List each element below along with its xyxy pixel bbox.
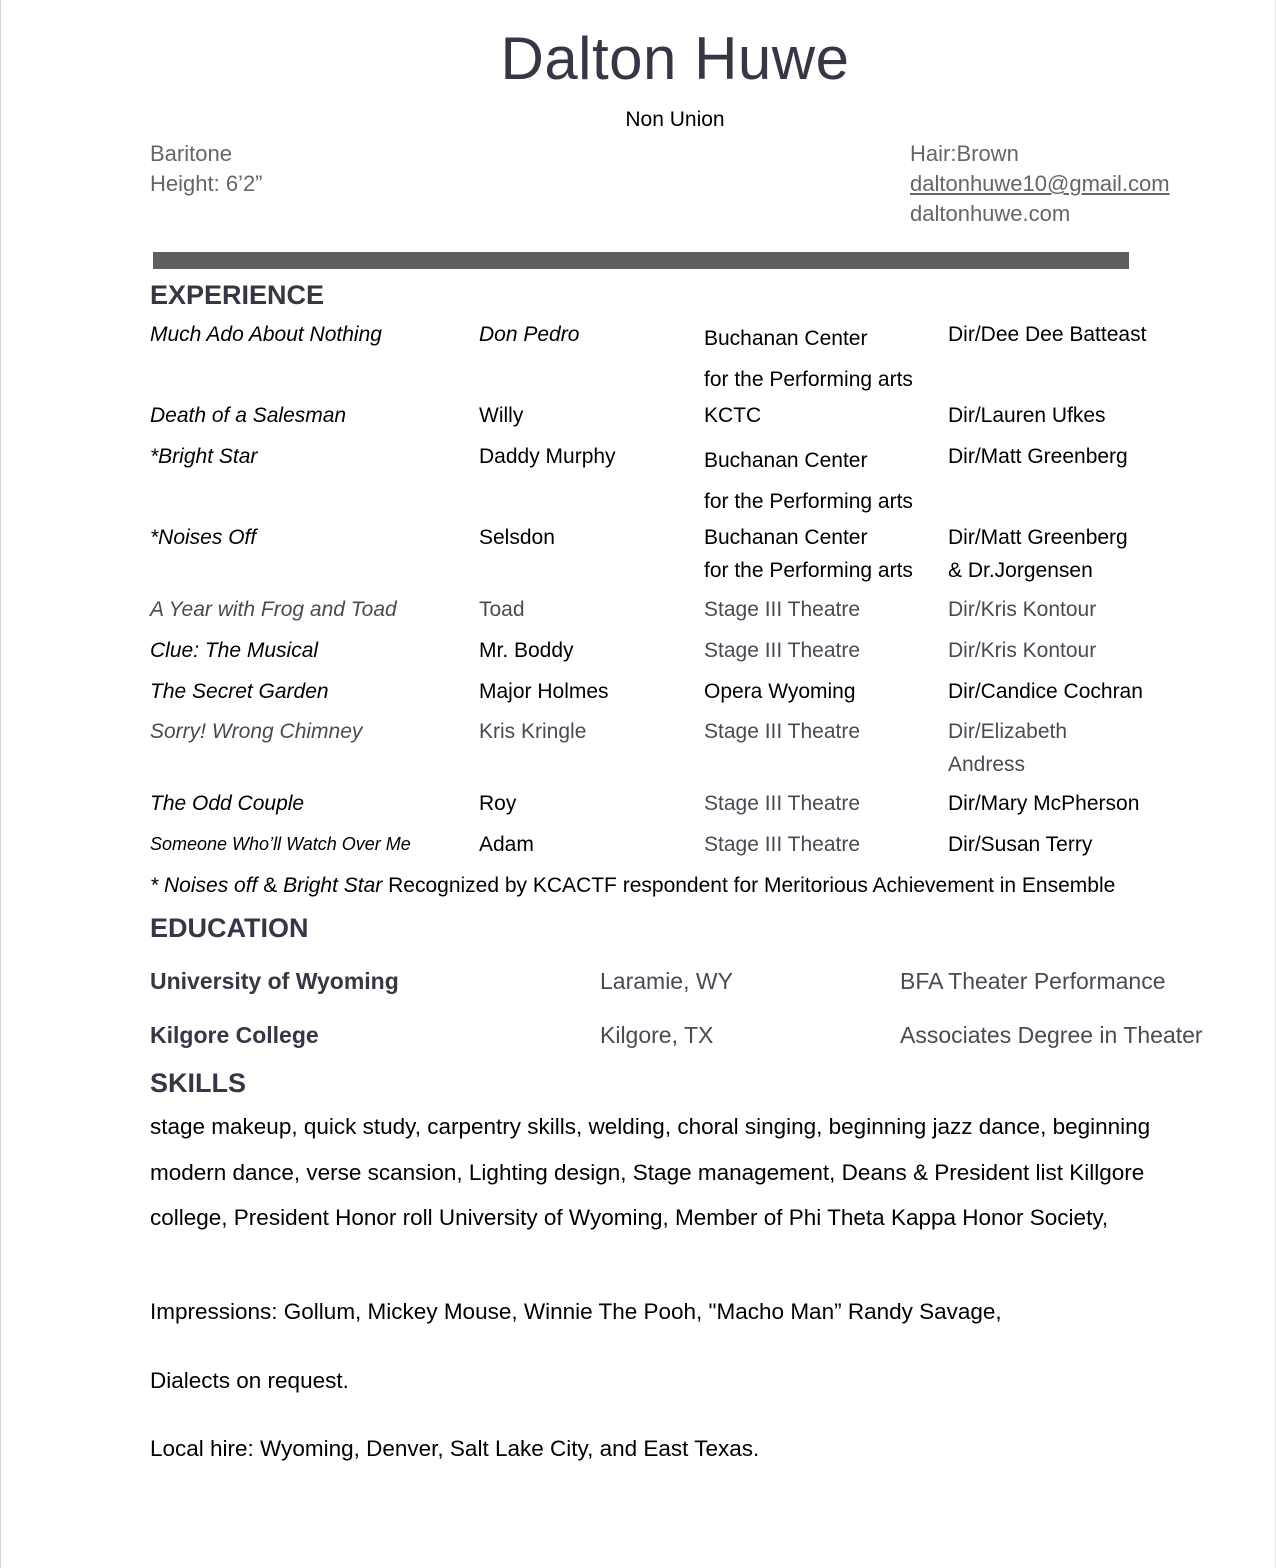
credit-role: Daddy Murphy bbox=[479, 445, 616, 468]
credit-role: Kris Kringle bbox=[479, 720, 587, 743]
education-school: University of Wyoming bbox=[150, 968, 399, 994]
stats-left bbox=[150, 139, 263, 199]
credit-venue: Stage III Theatre bbox=[704, 598, 861, 621]
credit-show: Clue: The Musical bbox=[150, 639, 319, 662]
credit-show: *Noises Off bbox=[150, 526, 257, 549]
header-divider bbox=[153, 252, 1129, 269]
education-heading: EDUCATION bbox=[150, 913, 309, 943]
credit-venue: Stage III Theatre bbox=[704, 833, 861, 856]
education-school: Kilgore College bbox=[150, 1022, 319, 1048]
credit-venue: Stage III Theatre bbox=[704, 639, 861, 662]
credit-venue: Opera Wyoming bbox=[704, 680, 856, 703]
education-location: Kilgore, TX bbox=[600, 1022, 714, 1048]
actor-name: Dalton Huwe bbox=[500, 25, 850, 92]
credit-director: Dir/Mary McPherson bbox=[948, 792, 1140, 815]
credit-director: Dir/Dee Dee Batteast bbox=[948, 323, 1147, 346]
page-edge bbox=[0, 0, 1, 1568]
credit-venue: Buchanan Center for the Performing arts bbox=[704, 449, 913, 513]
credit-director: Dir/Elizabeth Andress bbox=[948, 720, 1068, 776]
credit-venue: Stage III Theatre bbox=[704, 792, 861, 815]
height: Height: 6’2” bbox=[150, 171, 263, 196]
local-hire: Local hire: Wyoming, Denver, Salt Lake City, and East Texas. bbox=[150, 1436, 760, 1461]
education-degree: Associates Degree in Theater bbox=[900, 1022, 1203, 1048]
credit-show: A Year with Frog and Toad bbox=[150, 598, 397, 621]
credit-director: Dir/Candice Cochran bbox=[948, 680, 1143, 703]
credit-director: Dir/Kris Kontour bbox=[948, 639, 1097, 662]
experience-note: * Noises off & Bright Star Recognized by KCACTF respondent for Meritorious Achievement in Ensemble bbox=[150, 874, 1116, 897]
credit-show: Sorry! Wrong Chimney bbox=[150, 720, 363, 743]
credit-role: Selsdon bbox=[479, 526, 555, 549]
website: daltonhuwe.com bbox=[910, 201, 1071, 226]
credit-venue: KCTC bbox=[704, 404, 762, 427]
credit-venue: Buchanan Center for the Performing arts bbox=[704, 526, 913, 582]
experience-heading: EXPERIENCE bbox=[150, 280, 325, 310]
stats-right bbox=[910, 139, 1170, 229]
union-status: Non Union bbox=[625, 108, 725, 131]
credit-show: The Secret Garden bbox=[150, 680, 329, 703]
credit-role: Mr. Boddy bbox=[479, 639, 574, 662]
dialects: Dialects on request. bbox=[150, 1368, 349, 1393]
skills-heading: SKILLS bbox=[150, 1068, 247, 1098]
credit-show: Death of a Salesman bbox=[150, 404, 347, 427]
credit-role: Adam bbox=[479, 833, 534, 856]
credit-director: Dir/Kris Kontour bbox=[948, 598, 1097, 621]
skills-list: stage makeup, quick study, carpentry skills, welding, choral singing, beginning jazz dance, beginning modern dance, verse scansion, Lighting design, Stage management, Deans & President list Killgore college, President Honor roll University of Wyoming, Member of Phi Theta Kappa Honor Society, bbox=[150, 1114, 1151, 1230]
credit-show: Someone Who’ll Watch Over Me bbox=[150, 834, 411, 854]
credit-venue: Buchanan Center for the Performing arts bbox=[704, 327, 913, 391]
credit-show: *Bright Star bbox=[150, 445, 258, 468]
education-location: Laramie, WY bbox=[600, 968, 733, 994]
hair-color: Hair:Brown bbox=[910, 141, 1019, 166]
email-link[interactable]: daltonhuwe10@gmail.com bbox=[910, 171, 1170, 196]
credit-director: Dir/Matt Greenberg bbox=[948, 445, 1128, 468]
credit-director: Dir/Matt Greenberg & Dr.Jorgensen bbox=[948, 526, 1128, 582]
education-degree: BFA Theater Performance bbox=[900, 968, 1166, 994]
credit-role: Toad bbox=[479, 598, 525, 621]
credit-role: Roy bbox=[479, 792, 517, 815]
credit-director: Dir/Susan Terry bbox=[948, 833, 1093, 856]
credit-show: The Odd Couple bbox=[150, 792, 305, 815]
credit-director: Dir/Lauren Ufkes bbox=[948, 404, 1106, 427]
credit-role: Willy bbox=[479, 404, 524, 427]
impressions: Impressions: Gollum, Mickey Mouse, Winnie The Pooh, "Macho Man” Randy Savage, bbox=[150, 1299, 1002, 1324]
voice-type: Baritone bbox=[150, 141, 232, 166]
credit-show: Much Ado About Nothing bbox=[150, 323, 382, 346]
credit-venue: Stage III Theatre bbox=[704, 720, 861, 743]
credit-role: Major Holmes bbox=[479, 680, 609, 703]
credit-role: Don Pedro bbox=[479, 323, 580, 346]
